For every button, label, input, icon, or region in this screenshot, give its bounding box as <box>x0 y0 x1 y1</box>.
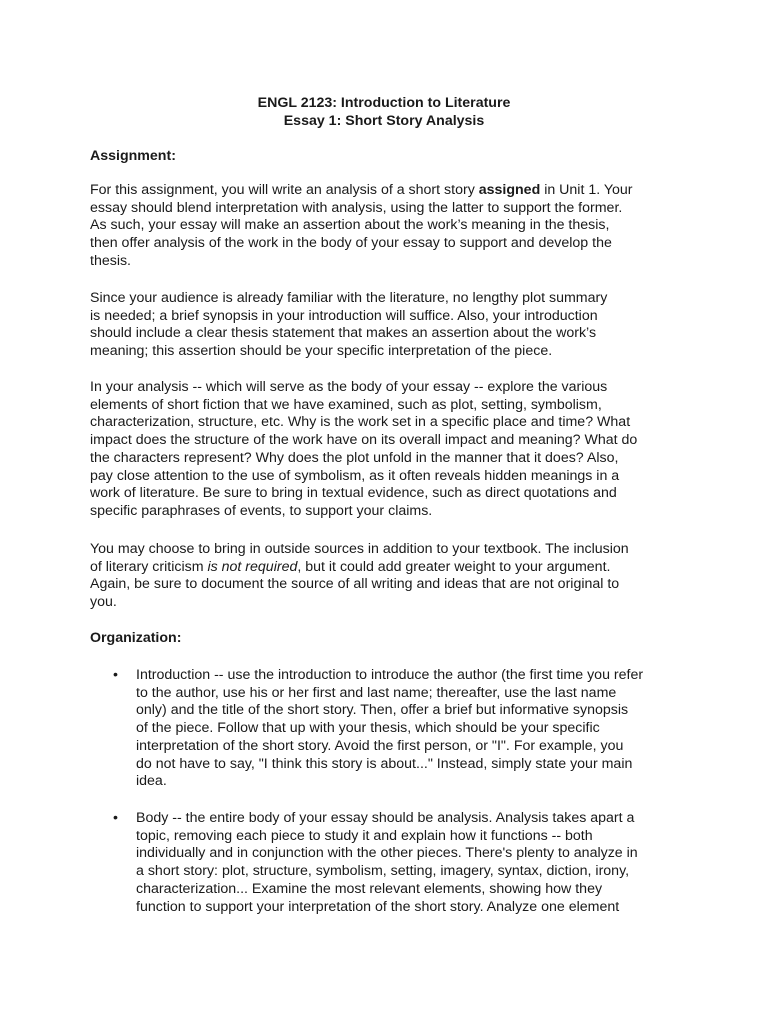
paragraph-line: elements of short fiction that we have examined, such as plot, setting, symbolism, <box>90 396 602 413</box>
paragraph-line: specific paraphrases of events, to support your claims. <box>90 502 433 519</box>
assignment-paragraph-4 <box>90 541 690 612</box>
bullet-line: interpretation of the short story. Avoid the first person, or "I". For example, you <box>136 737 624 754</box>
paragraph-line: In your analysis -- which will serve as the body of your essay -- explore the various <box>90 379 608 395</box>
assignment-heading: Assignment: <box>90 148 176 164</box>
paragraph-line: the characters represent? Why does the plot unfold in the manner that it does? Also, <box>90 449 619 466</box>
organization-heading: Organization: <box>90 630 182 646</box>
paragraph-line: should include a clear thesis statement that makes an assertion about the work’s <box>90 325 597 342</box>
paragraph-line: Since your audience is already familiar with the literature, no lengthy plot summary <box>90 290 608 306</box>
paragraph-line: work of literature. Be sure to bring in textual evidence, such as direct quotations and <box>90 485 617 502</box>
bullet-body <box>136 667 696 791</box>
bullet-line: individually and in conjunction with the other pieces. There's plenty to analyze in <box>136 845 638 862</box>
bullet-line: do not have to say, "I think this story is about..." Instead, simply state your main <box>136 755 633 772</box>
bullet-line: a short story: plot, structure, symbolism, setting, imagery, syntax, diction, irony, <box>136 863 630 880</box>
text-run: in Unit 1. Your <box>540 182 633 198</box>
text-run: For this assignment, you will write an analysis of a short story <box>90 182 479 198</box>
paragraph-line: impact does the structure of the work have on its overall impact and meaning? What do <box>90 432 638 449</box>
bullet-line: topic, removing each piece to study it and explain how it functions -- both <box>136 827 593 844</box>
text-run: of literary criticism <box>90 558 208 575</box>
bullet-body <box>136 810 696 916</box>
text-run-italic: is not required <box>207 558 298 575</box>
paragraph-line <box>90 559 690 577</box>
paragraph-line: essay should blend interpretation with analysis, using the latter to support the former. <box>90 199 623 216</box>
bullet-line: of the piece. Follow that up with your thesis, which should be your specific <box>136 720 600 737</box>
bullet-icon: • <box>113 667 118 683</box>
paragraph-line: You may choose to bring in outside sources in addition to your textbook. The inclusion <box>90 541 629 557</box>
essay-title: Essay 1: Short Story Analysis <box>283 113 485 129</box>
bullet-line: characterization... Examine the most relevant elements, showing how they <box>136 880 603 897</box>
paragraph-line: Again, be sure to document the source of all writing and ideas that are not original to <box>90 576 620 593</box>
bullet-line: Body -- the entire body of your essay should be analysis. Analysis takes apart a <box>136 810 635 826</box>
bullet-line: to the author, use his or her first and last name; thereafter, use the last name <box>136 684 617 701</box>
paragraph-line: you. <box>90 594 117 611</box>
assignment-paragraph-2 <box>90 290 690 361</box>
assignment-paragraph-1 <box>90 182 690 271</box>
paragraph-line: As such, your essay will make an assertion about the work’s meaning in the thesis, <box>90 217 610 234</box>
bullet-line: function to support your interpretation of the short story. Analyze one element <box>136 898 620 915</box>
paragraph-line: characterization, structure, etc. Why is the work set in a specific place and time? What <box>90 414 631 431</box>
bullet-line: idea. <box>136 773 167 790</box>
bullet-line: only) and the title of the short story. Then, offer a brief but informative synopsis <box>136 702 629 719</box>
bullet-introduction <box>90 667 710 797</box>
paragraph-line: then offer analysis of the work in the body of your essay to support and develop the <box>90 235 612 252</box>
paragraph-line <box>90 182 690 200</box>
bullet-icon: • <box>113 810 118 826</box>
course-title: ENGL 2123: Introduction to Literature <box>257 95 511 111</box>
paragraph-line: thesis. <box>90 252 132 269</box>
assignment-paragraph-3 <box>90 379 690 521</box>
text-run: , but it could add greater weight to your argument. <box>297 558 611 575</box>
bullet-line: Introduction -- use the introduction to introduce the author (the first time you refer <box>136 667 644 683</box>
paragraph-line: is needed; a brief synopsis in your introduction will suffice. Also, your introduction <box>90 307 598 324</box>
text-run-bold: assigned <box>478 182 541 198</box>
paragraph-line: meaning; this assertion should be your specific interpretation of the piece. <box>90 343 553 360</box>
bullet-body-section <box>90 810 710 922</box>
paragraph-line: pay close attention to the use of symbolism, as it often reveals hidden meanings in a <box>90 467 620 484</box>
